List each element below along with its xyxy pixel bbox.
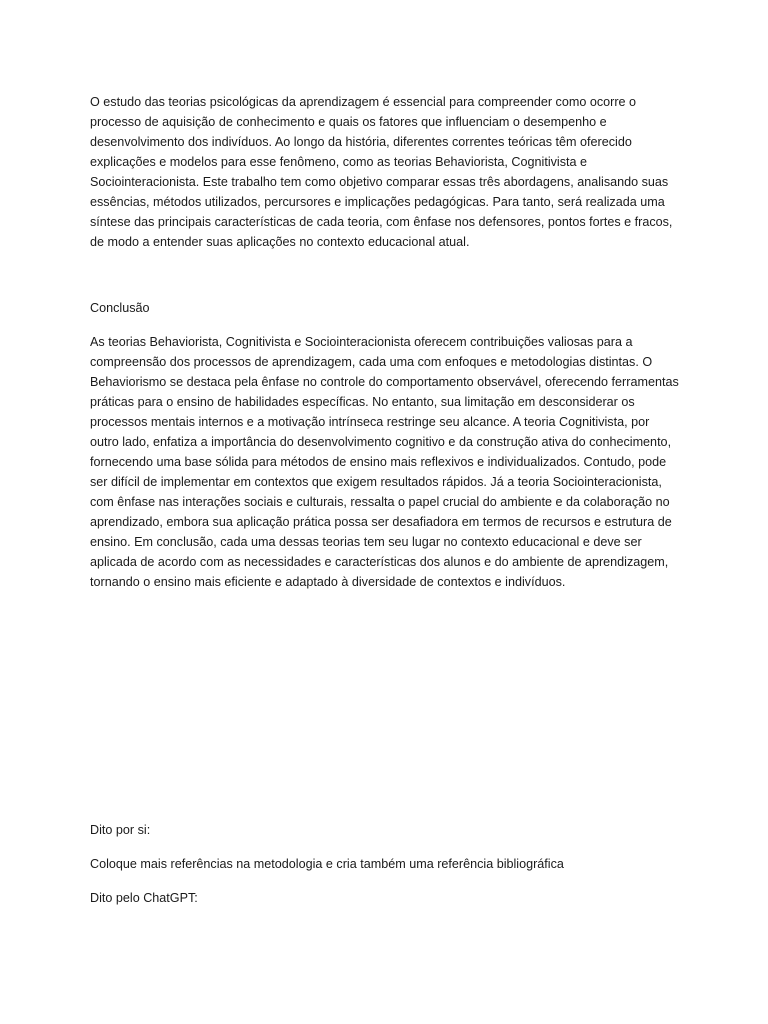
conclusion-heading: Conclusão (90, 301, 150, 315)
intro-paragraph: O estudo das teorias psicológicas da aprendizagem é essencial para compreender como ocorre o processo de aquisição de conhecimento e quais os fatores que influenciam o desempenho e desenvolvimento dos indivíduos. Ao longo da história, diferentes correntes teóricas têm oferecido explicações e modelos para esse fenômeno, como as teorias Behaviorista, Cognitivista e Sociointeracionista. Este trabalho tem como objetivo comparar essas três abordagens, analisando suas essências, métodos utilizados, percursores e implicações pedagógicas. Para tanto, será realizada uma síntese das principais características de cada teoria, com ênfase nos defensores, pontos fortes e fracos, de modo a entender suas aplicações no contexto educacional atual. (90, 95, 673, 249)
conclusion-paragraph: As teorias Behaviorista, Cognitivista e Sociointeracionista oferecem contribuições valiosas para a compreensão dos processos de aprendizagem, cada uma com enfoques e metodologias distintas. O Behaviorismo se destaca pela ênfase no controle do comportamento observável, oferecendo ferramentas práticas para o ensino de habilidades específicas. No entanto, sua limitação em desconsiderar os processos mentais internos e a motivação intrínseca restringe seu alcance. A teoria Cognitivista, por outro lado, enfatiza a importância do desenvolvimento cognitivo e da construção ativa do conhecimento, fornecendo uma base sólida para métodos de ensino mais reflexivos e individualizados. Contudo, pode ser difícil de implementar em contextos que exigem resultados rápidos. Já a teoria Sociointeracionista, com ênfase nas interações sociais e culturais, ressalta o papel crucial do ambiente e da colaboração no aprendizado, embora sua aplicação prática possa ser desafiadora em termos de recursos e estrutura de ensino. Em conclusão, cada uma dessas teorias tem seu lugar no contexto educacional e deve ser aplicada de acordo com as necessidades e características dos alunos e do ambiente de aprendizagem, tornando o ensino mais eficiente e adaptado à diversidade de contextos e indivíduos. (90, 335, 679, 589)
assistant-label: Dito pelo ChatGPT: (90, 891, 198, 905)
user-label: Dito por si: (90, 823, 151, 837)
user-message: Coloque mais referências na metodologia e cria também uma referência bibliográfica (90, 857, 564, 871)
